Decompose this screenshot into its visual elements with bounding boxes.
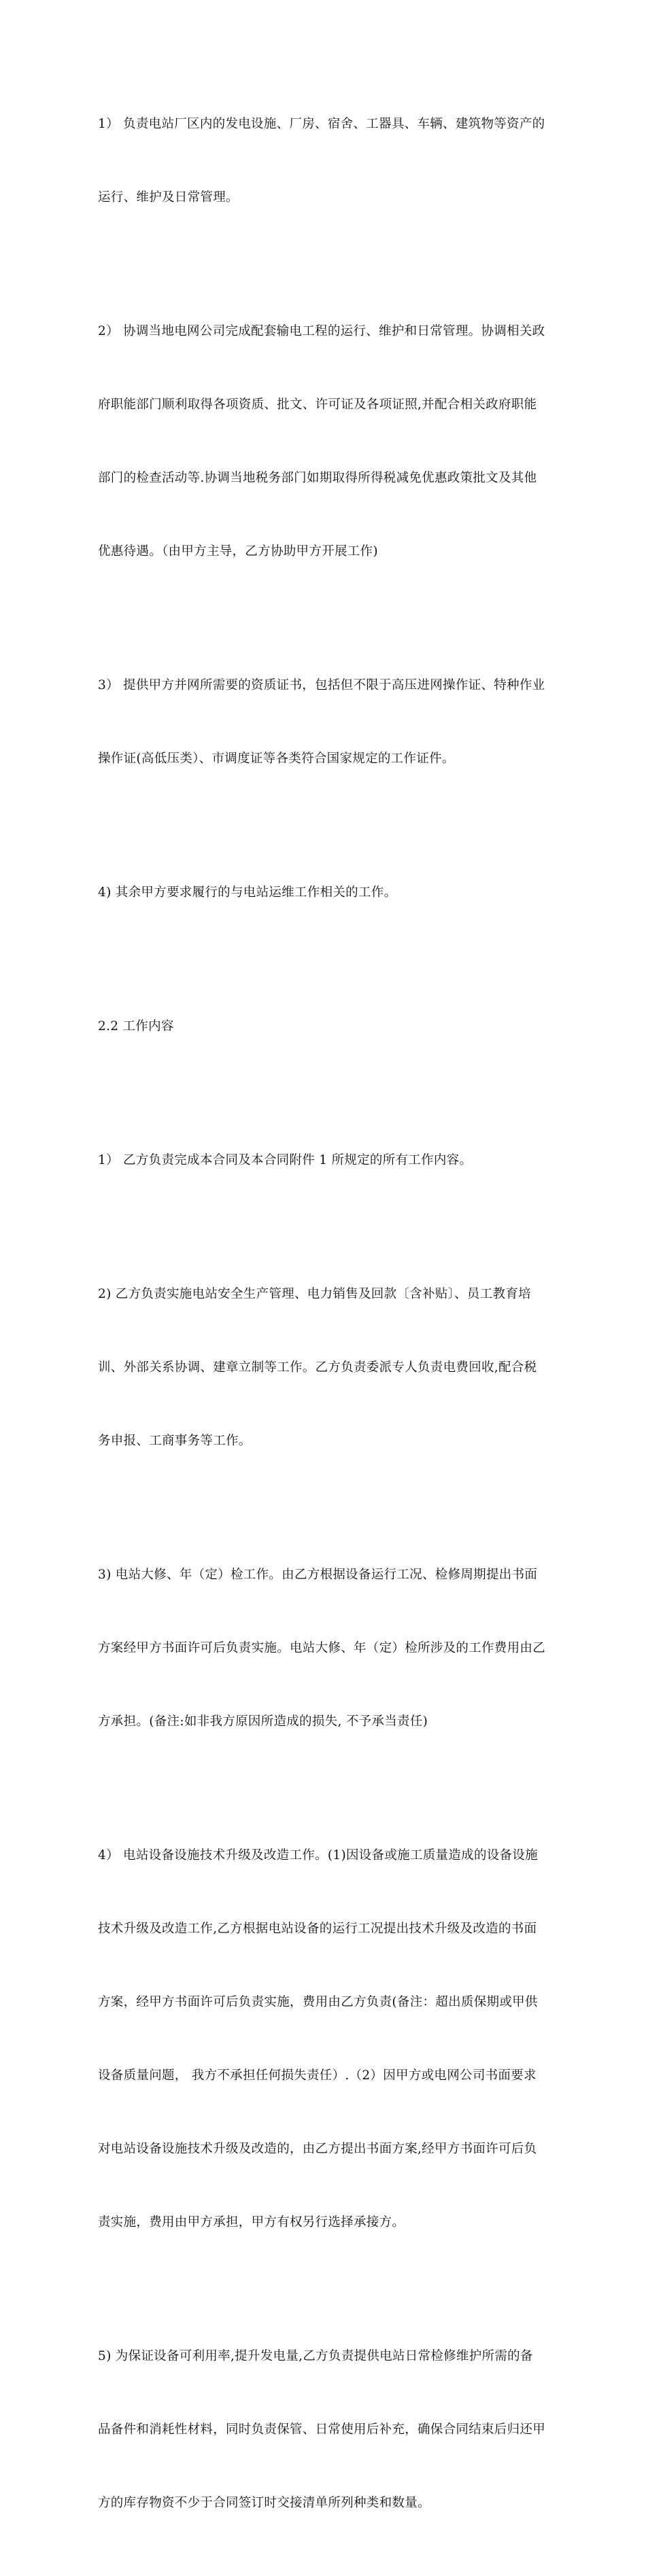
section-heading xyxy=(98,966,560,1088)
text-line: 方案，经甲方书面许可后负责实施，费用由乙方负责(备注：超出质保期或甲供 xyxy=(98,1995,538,2009)
paragraph-7 xyxy=(98,1233,560,1502)
text-line: 品备件和消耗性材料，同时负责保管、日常使用后补充，确保合同结束后归还甲 xyxy=(98,2422,546,2437)
text-line: 训、外部关系协调、建章立制等工作。乙方负责委派专人负责电费回收,配合税 xyxy=(98,1360,537,1375)
paragraph-2 xyxy=(98,270,560,613)
text-line: 方的库存物资不少于合同签订时交接清单所列种类和数量。 xyxy=(98,2496,430,2510)
document-page xyxy=(98,63,560,2576)
text-line: 1） 乙方负责完成本合同及本合同附件 1 所规定的所有工作内容。 xyxy=(98,1153,473,1167)
paragraph-1 xyxy=(98,63,560,259)
text-line: 对电站设备设施技术升级及改造的，由乙方提出书面方案,经甲方书面许可后负 xyxy=(98,2142,537,2156)
text-line: 优惠待遇。（由甲方主导，乙方协助甲方开展工作) xyxy=(98,544,378,559)
text-line: 运行、维护及日常管理。 xyxy=(98,190,239,205)
text-line: 务申报、工商事务等工作。 xyxy=(98,1434,252,1448)
text-line: 府职能部门顺利取得各项资质、批文、许可证及各项证照,并配合相关政府职能 xyxy=(98,398,537,412)
paragraph-8 xyxy=(98,1514,560,1783)
text-line: 2) 乙方负责实施电站安全生产管理、电力销售及回款〔含补贴〕、员工教育培 xyxy=(98,1287,531,1301)
text-line: 3) 电站大修、年（定）检工作。由乙方根据设备运行工况、检修周期提出书面 xyxy=(98,1568,538,1582)
text-line: 4） 电站设备设施技术升级及改造工作。(1)因设备或施工质量造成的设备设施 xyxy=(98,1848,538,1863)
paragraph-6 xyxy=(98,1099,560,1222)
heading-text: 2.2 工作内容 xyxy=(98,1019,174,1034)
text-line: 3） 提供甲方并网所需要的资质证书，包括但不限于高压进网操作证、特种作业 xyxy=(98,678,545,692)
paragraph-4 xyxy=(98,832,560,954)
text-line: 5) 为保证设备可利用率,提升发电量,乙方负责提供电站日常检修维护所需的备 xyxy=(98,2349,533,2363)
text-line: 设备质量问题， 我方不承担任何损失责任）.（2）因甲方或电网公司书面要求 xyxy=(98,2068,537,2083)
paragraph-3 xyxy=(98,624,560,820)
paragraph-9 xyxy=(98,1795,560,2284)
text-line: 1） 负责电站厂区内的发电设施、厂房、宿舍、工器具、车辆、建筑物等资产的 xyxy=(98,117,545,131)
text-line: 2） 协调当地电网公司完成配套输电工程的运行、维护和日常管理。协调相关政 xyxy=(98,324,545,338)
text-line: 方案经甲方书面许可后负责实施。电站大修、年（定）检所涉及的工作费用由乙 xyxy=(98,1641,546,1655)
text-line: 方承担。(备注:如非我方原因所造成的损失, 不予承当责任) xyxy=(98,1714,428,1729)
text-line: 操作证(高低压类）、市调度证等各类符合国家规定的工作证件。 xyxy=(98,752,455,766)
paragraph-10 xyxy=(98,2295,560,2564)
text-line: 技术升级及改造工作,乙方根据电站设备的运行工况提出技术升级及改造的书面 xyxy=(98,1922,537,1936)
text-line: 部门的检查活动等.协调当地税务部门如期取得所得税减免优惠政策批文及其他 xyxy=(98,471,537,485)
text-line: 4) 其余甲方要求履行的与电站运维工作相关的工作。 xyxy=(98,885,397,900)
text-line: 责实施，费用由甲方承担，甲方有权另行选择承接方。 xyxy=(98,2215,405,2229)
